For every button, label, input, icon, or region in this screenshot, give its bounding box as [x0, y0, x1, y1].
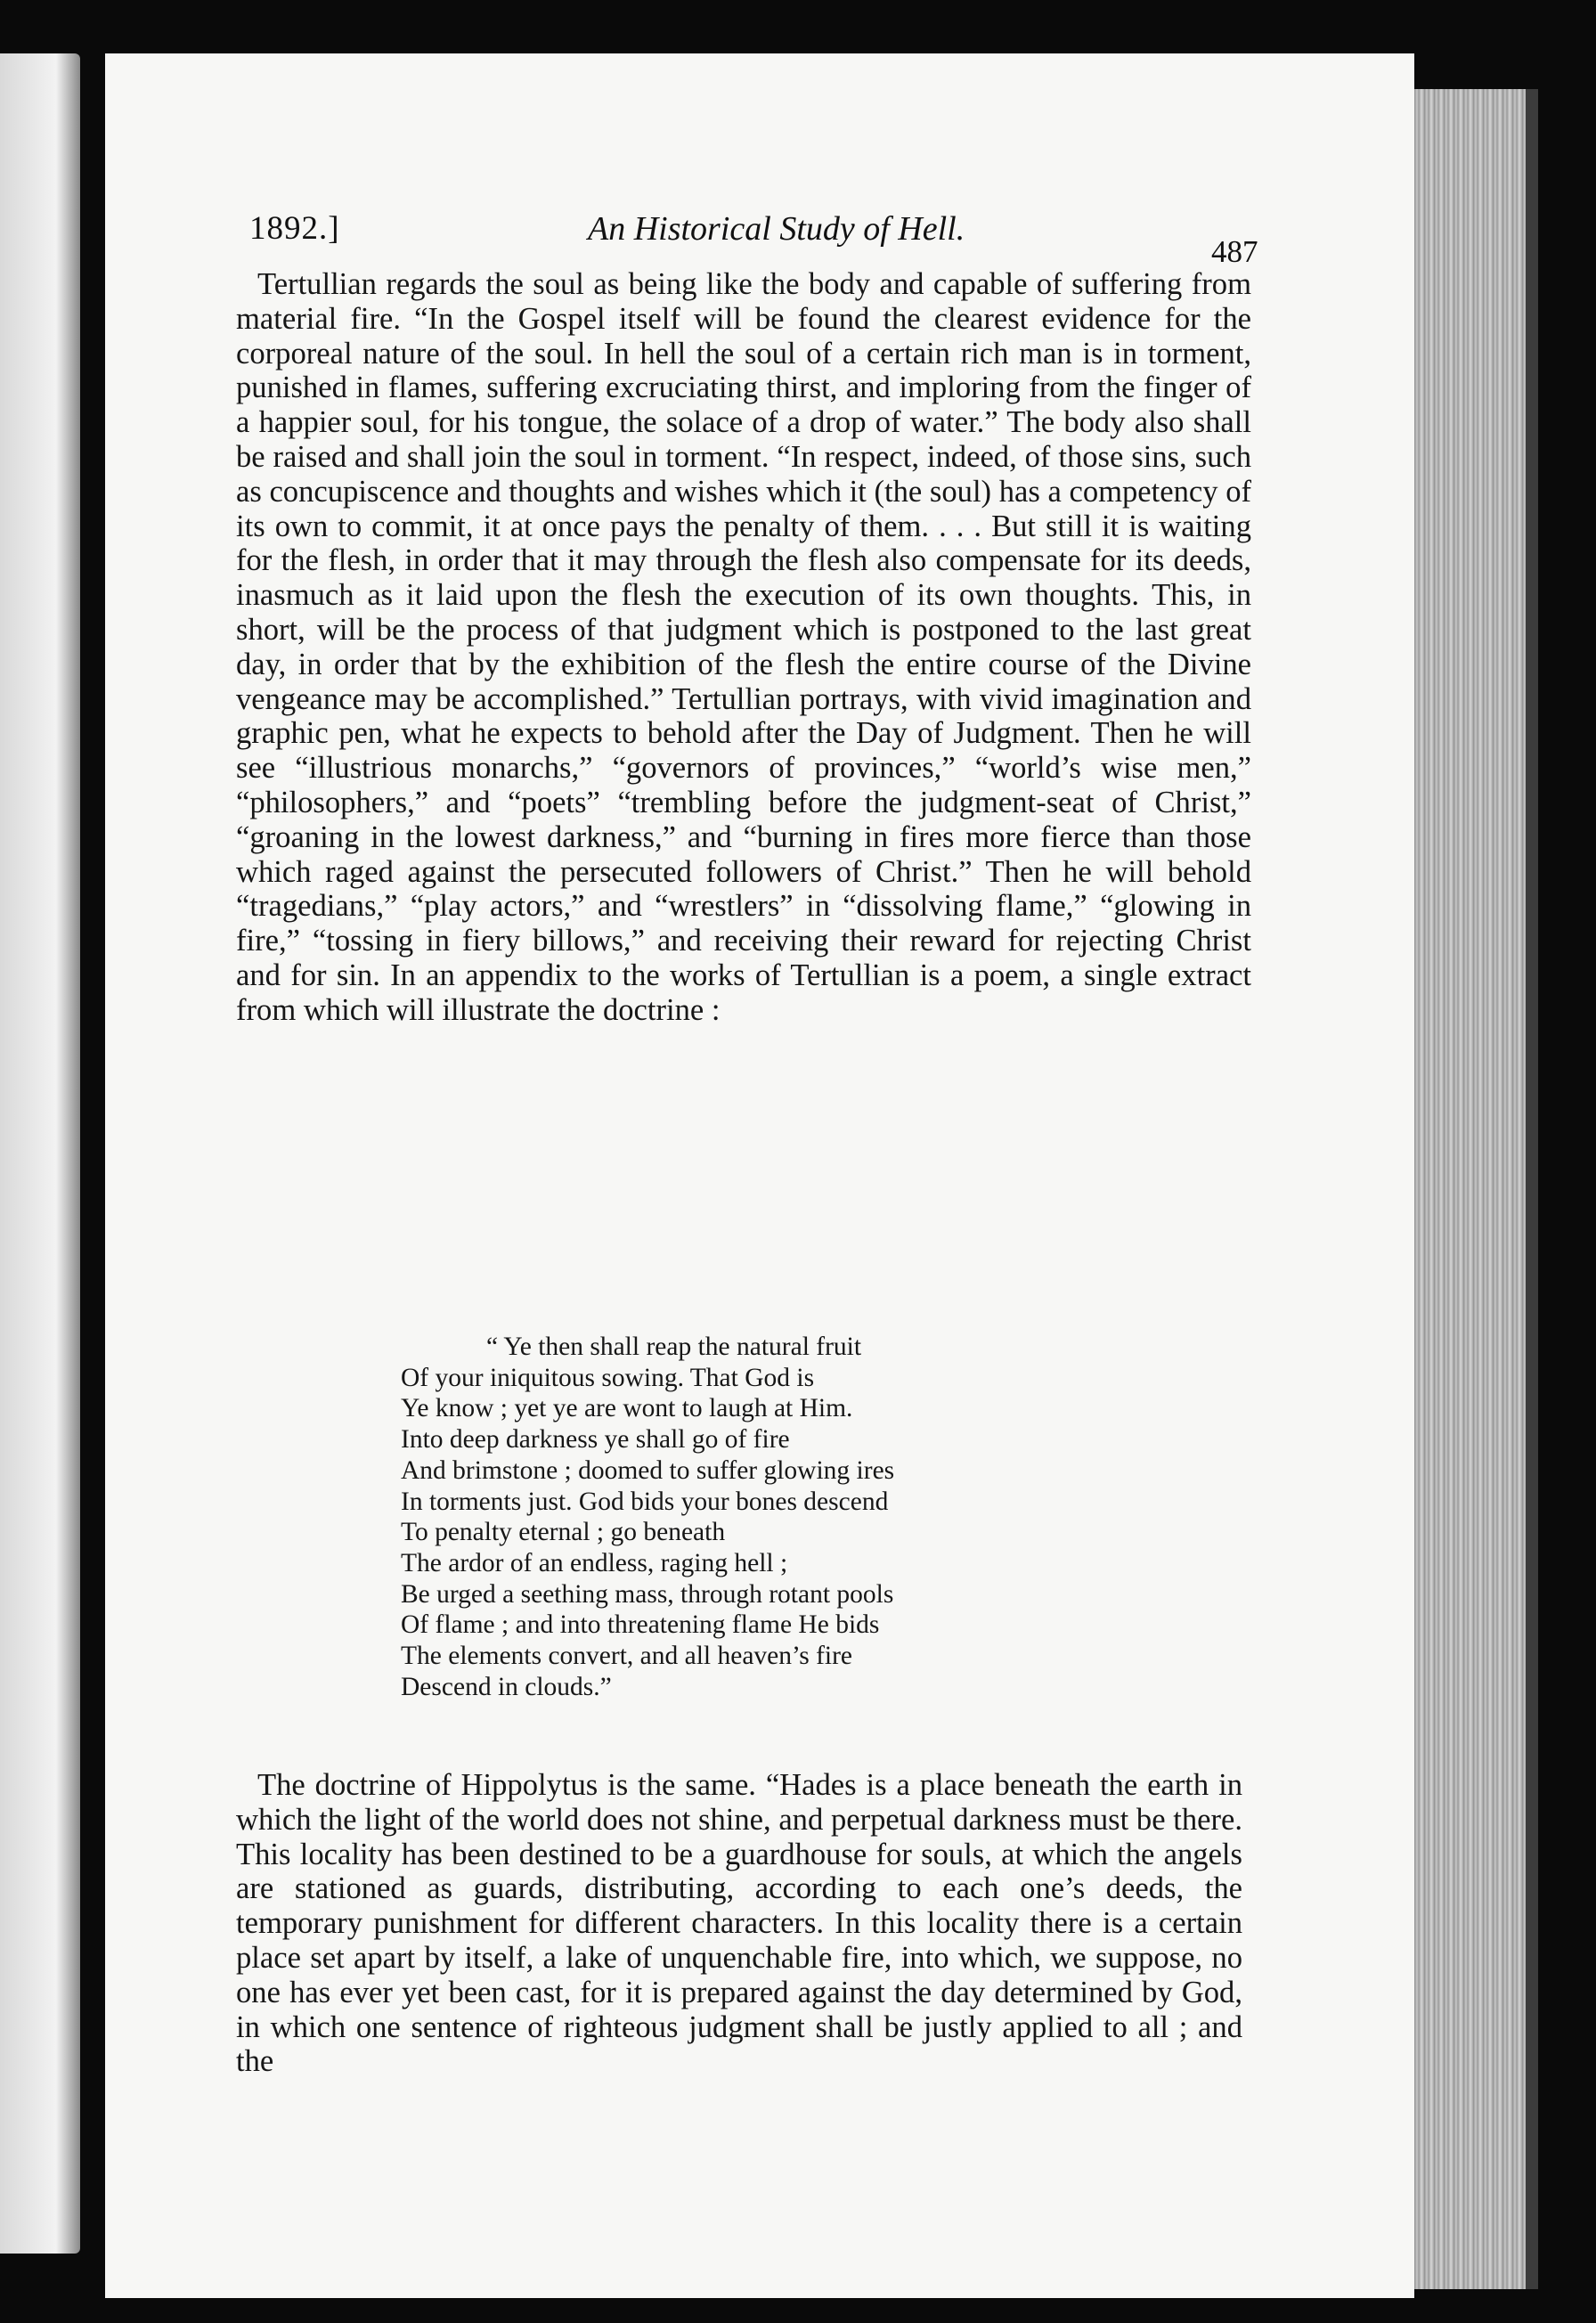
running-head-title: An Historical Study of Hell.: [588, 210, 965, 248]
page-stack-edge: [1414, 89, 1526, 2289]
poem-line: Of your iniquitous sowing. That God is: [401, 1363, 815, 1392]
poem-line: Be urged a seething mass, through rotant pools: [401, 1579, 894, 1609]
poem-line: Of flame ; and into threatening flame He bids: [401, 1610, 880, 1640]
poem-line: The ardor of an endless, raging hell ;: [401, 1548, 788, 1577]
page-stack-shadow: [1526, 89, 1538, 2289]
left-page-edge: [0, 53, 80, 2254]
poem-line: Ye know ; yet ye are wont to laugh at Him.: [401, 1394, 853, 1423]
running-head-year: 1892.]: [249, 210, 340, 247]
poem-line: “ Ye then shall reap the natural fruit: [486, 1333, 862, 1361]
poem-line: To penalty eternal ; go beneath: [401, 1518, 726, 1547]
page-number: 487: [1211, 234, 1258, 269]
body-text-bottom: [236, 1768, 1242, 2079]
paragraph-hippolytus: The doctrine of Hippolytus is the same. “Hades is a place beneath the earth in which the light of the world does not shine, and perpetual darkness must be there. This locality has been destined to be a guardhouse for souls, at which the angels are stationed as guards, distributing, according to each one’s deeds, the temporary punishment for different characters. In this locality there is a certain place set apart by itself, a lake of unquenchable fire, into which, we suppose, no one has ever yet been cast, for it is prepared against the day determined by God, in which one sentence of righteous judgment shall be justly applied to all ; and the: [236, 1768, 1242, 2079]
poem-line: And brimstone ; doomed to suffer glowing ires: [401, 1455, 895, 1485]
poem-extract: [401, 1332, 1042, 1702]
poem-line: In torments just. God bids your bones descend: [401, 1487, 889, 1516]
body-text-top: [236, 267, 1251, 1028]
poem-line: Descend in clouds.”: [401, 1672, 612, 1701]
poem-line: Into deep darkness ye shall go of fire: [401, 1425, 790, 1455]
running-head: [142, 192, 1265, 269]
poem-line: The elements convert, and all heaven’s fire: [401, 1642, 853, 1671]
paragraph-tertullian: Tertullian regards the soul as being like the body and capable of suffering from material fire. “In the Gospel itself will be found the clearest evidence for the corporeal nature of the soul. In hell the soul of a certain rich man is in torment, punished in flames, suffering excruciating thirst, and imploring from the finger of a happier soul, for his tongue, the solace of a drop of water.” The body also shall be raised and shall join the soul in torment. “In respect, indeed, of those sins, such as concupiscence and thoughts and wishes which it (the soul) has a competency of its own to commit, it at once pays the penalty of them. . . . But still it is waiting for the flesh, in order that it may through the flesh also compensate for its deeds, inasmuch as it laid upon the flesh the execution of its own thoughts. This, in short, will be the process of that judgment which is postponed to the last great day, in order that by the exhibition of the flesh the entire course of the Divine vengeance may be accomplished.” Tertullian portrays, with vivid imagination and graphic pen, what he expects to behold after the Day of Judgment. Then he will see “illustrious monarchs,” “governors of provinces,” “world’s wise men,” “philosophers,” and “poets” “trembling before the judgment-seat of Christ,” “groaning in the lowest darkness,” and “burning in fires more fierce than those which raged against the persecuted followers of Christ.” Then he will behold “tragedians,” “play actors,” and “wrestlers” in “dissolving flame,” “glowing in fire,” “tossing in fiery billows,” and receiving their reward for rejecting Christ and for sin. In an appendix to the works of Tertullian is a poem, a single extract from which will illustrate the doctrine :: [236, 267, 1251, 1027]
